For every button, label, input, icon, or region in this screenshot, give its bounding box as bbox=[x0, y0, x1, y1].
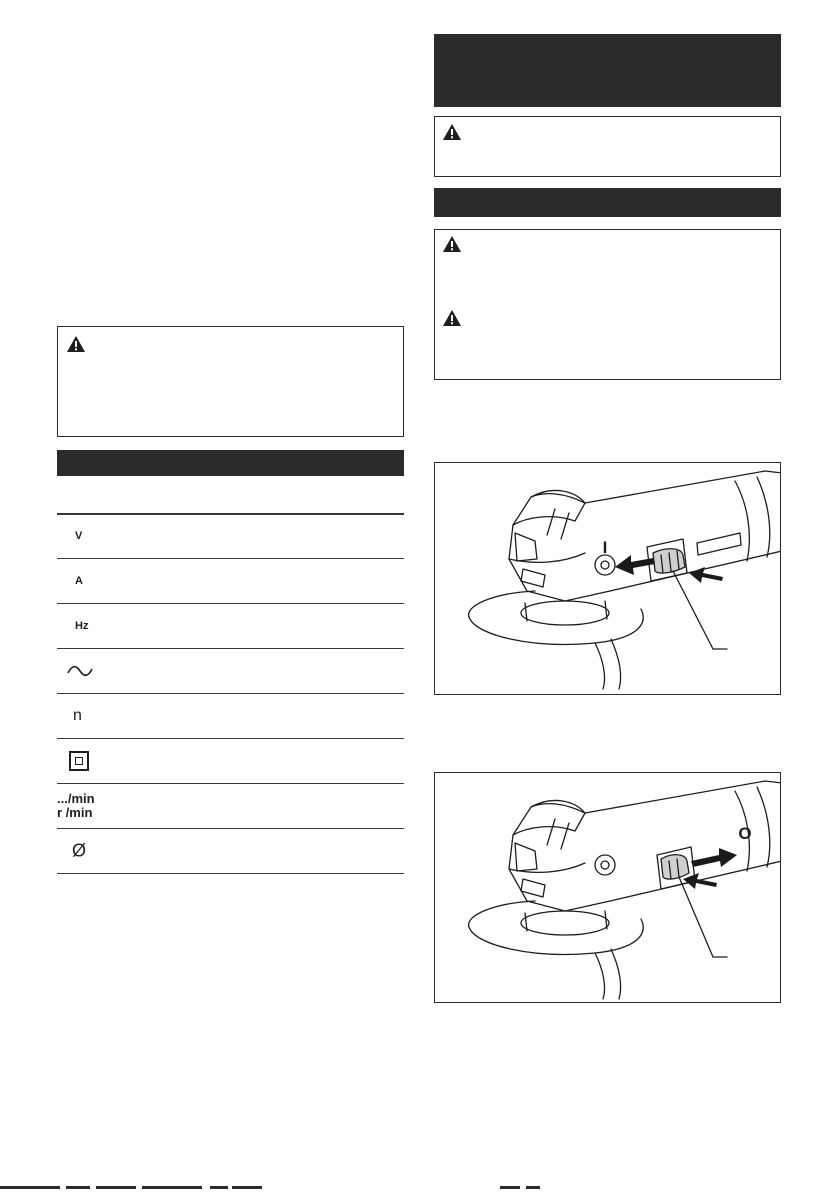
symbols-section-header bbox=[57, 450, 404, 476]
symbol-row-hertz bbox=[57, 604, 404, 649]
figure-switch-on bbox=[434, 462, 781, 695]
warning-box-right-middle bbox=[434, 229, 781, 380]
symbol-row-volt bbox=[57, 514, 404, 559]
symbol-row-no-load-speed bbox=[57, 694, 404, 739]
double-insulation-icon bbox=[69, 751, 89, 771]
symbol-row-ampere bbox=[57, 559, 404, 604]
operation-section-header bbox=[434, 188, 781, 217]
hertz-symbol: Hz bbox=[75, 620, 89, 632]
angle-grinder-switch-off-illustration bbox=[435, 773, 781, 1003]
alternating-current-icon bbox=[66, 664, 94, 678]
warning-triangle-icon bbox=[442, 235, 462, 253]
figure-switch-off bbox=[434, 772, 781, 1003]
page-footer-strip bbox=[0, 1186, 840, 1192]
symbol-row-class-ii bbox=[57, 739, 404, 784]
warning-triangle-icon bbox=[66, 335, 86, 353]
warning-triangle-icon bbox=[442, 309, 462, 327]
diameter-symbol: Ø bbox=[72, 840, 87, 861]
switch-on-label: I bbox=[602, 538, 608, 557]
symbol-row-diameter bbox=[57, 829, 404, 874]
symbol-row-rpm bbox=[57, 784, 404, 829]
warning-box-left bbox=[57, 326, 404, 437]
no-load-speed-symbol: n bbox=[73, 707, 82, 724]
volt-symbol: V bbox=[75, 530, 83, 542]
switch-off-label: O bbox=[738, 824, 752, 843]
warning-triangle-icon bbox=[442, 123, 462, 141]
angle-grinder-switch-on-illustration bbox=[435, 463, 781, 695]
warning-box-right-top bbox=[434, 116, 781, 177]
revolutions-per-minute-symbol: .../min r /min bbox=[57, 791, 95, 820]
section-title-bar bbox=[434, 34, 781, 107]
symbol-row-alternating-current bbox=[57, 649, 404, 694]
ampere-symbol: A bbox=[75, 575, 83, 587]
